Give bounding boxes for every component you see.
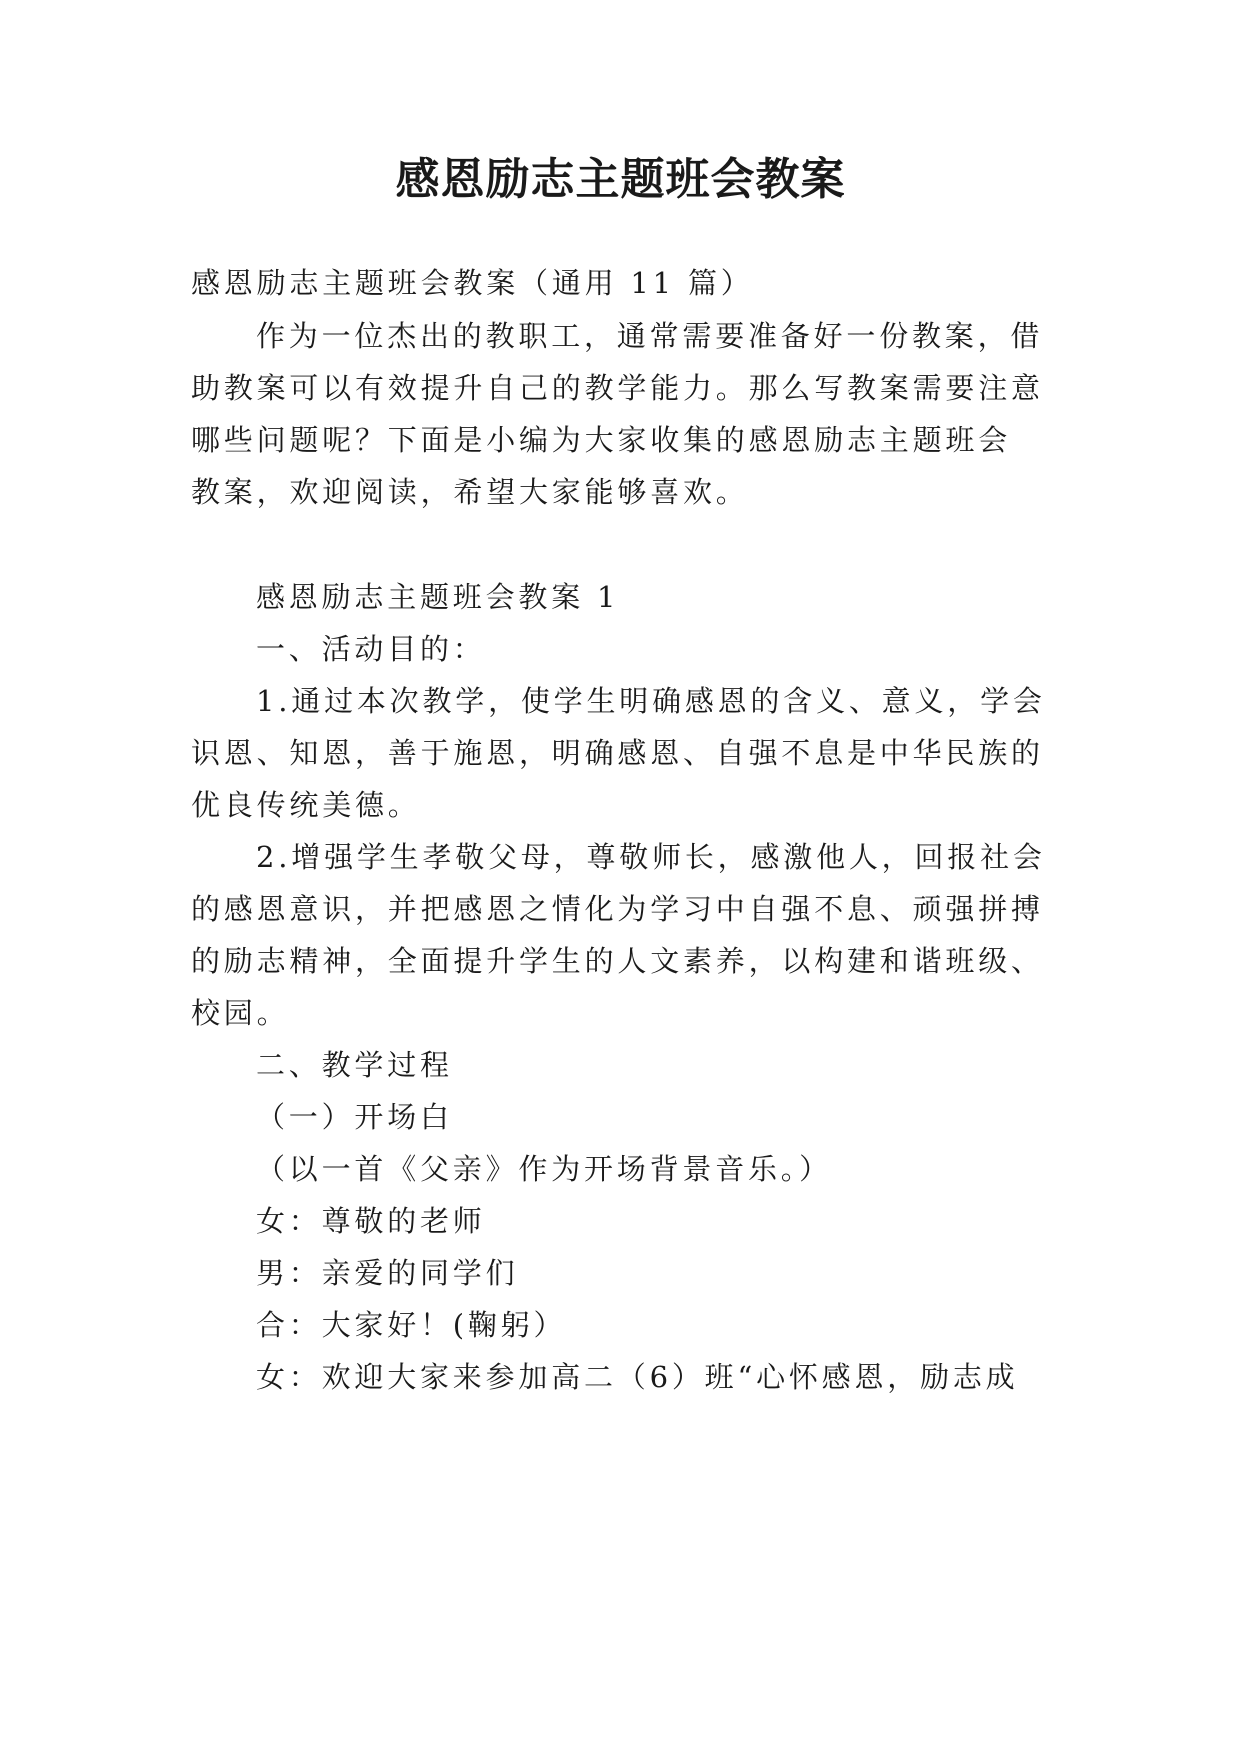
intro-line-2: 助教案可以有效提升自己的教学能力。那么写教案需要注意 bbox=[191, 371, 1044, 405]
goal-1-line-3: 优良传统美德。 bbox=[191, 788, 421, 822]
goal-2-line-3: 的励志精神，全面提升学生的人文素养，以构建和谐班级、 bbox=[191, 944, 1044, 978]
goal-2-line-4: 校园。 bbox=[191, 996, 290, 1030]
goal-heading: 一、活动目的： bbox=[256, 632, 486, 666]
process-heading: 二、教学过程 bbox=[256, 1048, 453, 1082]
goal-1-line-2: 识恩、知恩，善于施恩，明确感恩、自强不息是中华民族的 bbox=[191, 736, 1044, 770]
section-heading: 感恩励志主题班会教案 1 bbox=[256, 580, 620, 614]
document-title: 感恩励志主题班会教案 bbox=[395, 154, 846, 205]
intro-line-4: 教案，欢迎阅读，希望大家能够喜欢。 bbox=[191, 475, 749, 509]
goal-2-line-2: 的感恩意识，并把感恩之情化为学习中自强不息、顽强拼搏 bbox=[191, 892, 1044, 926]
goal-1-line-1: 1.通过本次教学，使学生明确感恩的含义、意义，学会 bbox=[256, 684, 1046, 718]
dialogue-line-2: 男：亲爱的同学们 bbox=[256, 1256, 519, 1290]
opening-note: （以一首《父亲》作为开场背景音乐。） bbox=[256, 1152, 832, 1186]
dialogue-line-4: 女：欢迎大家来参加高二（6）班“心怀感恩，励志成 bbox=[256, 1360, 1019, 1394]
document-subtitle: 感恩励志主题班会教案（通用 11 篇） bbox=[191, 266, 754, 300]
goal-2-line-1: 2.增强学生孝敬父母，尊敬师长，感激他人，回报社会 bbox=[256, 840, 1046, 874]
dialogue-line-1: 女：尊敬的老师 bbox=[256, 1204, 486, 1238]
intro-line-3: 哪些问题呢？下面是小编为大家收集的感恩励志主题班会 bbox=[191, 423, 1012, 457]
intro-line-1: 作为一位杰出的教职工，通常需要准备好一份教案，借 bbox=[256, 319, 1044, 353]
opening-heading: （一）开场白 bbox=[256, 1100, 453, 1134]
dialogue-line-3: 合：大家好！(鞠躬） bbox=[256, 1308, 567, 1342]
